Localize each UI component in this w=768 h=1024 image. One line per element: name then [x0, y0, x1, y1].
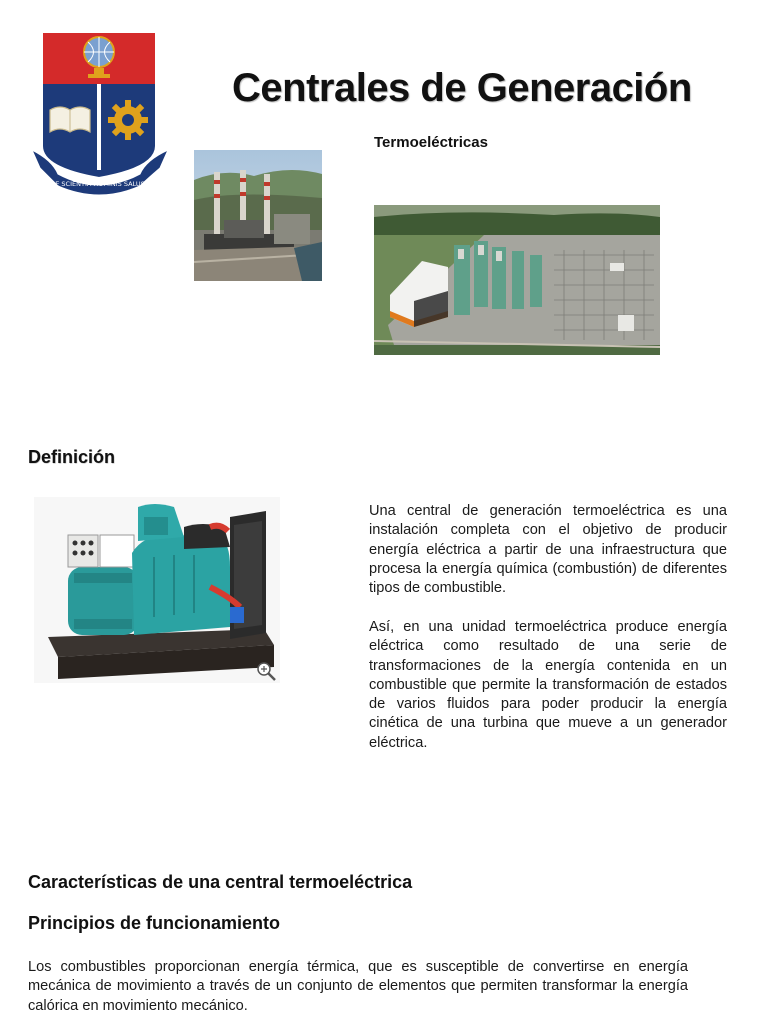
power-plant-chimneys-photo [194, 150, 322, 281]
diesel-generator-photo [34, 497, 280, 683]
institution-logo [28, 28, 172, 196]
logo-motto: E SCIENTIA HOMINIS SALUS [55, 180, 145, 188]
definition-paragraph-1: Una central de generación termoeléctrica es una instalación completa con el objetivo de producir energía eléctrica a partir de una infraestructura que procesa la energía química (combustión) de diferentes tipos de combustible. [369, 503, 727, 597]
book-icon [50, 107, 90, 132]
principles-paragraph: Los combustibles proporcionan energía térmica, que es susceptible de convertirse en energía mecánica de movimiento a través de un conjunto de elementos que permiten transformar la energía calórica en movimiento mecánico. [28, 959, 688, 1014]
definition-paragraph-2: Así, en una unidad termoeléctrica produce energía eléctrica como resultado de una serie de transformaciones de la energía contenida en un combustible que permite la transformación de estados de varios fluidos para poder producir la energía cinética de una turbina que mueve a un generador eléctrica. [369, 619, 727, 751]
page-title: Centrales de Generación [232, 66, 692, 110]
principles-heading: Principios de funcionamiento [28, 913, 281, 933]
gear-icon [108, 100, 148, 140]
section-subtitle: Termoeléctricas [374, 134, 488, 151]
thermoelectric-plant-aerial-photo [374, 205, 660, 355]
definition-heading: Definición [28, 447, 116, 467]
characteristics-heading: Características de una central termoeléctrica [28, 872, 413, 892]
